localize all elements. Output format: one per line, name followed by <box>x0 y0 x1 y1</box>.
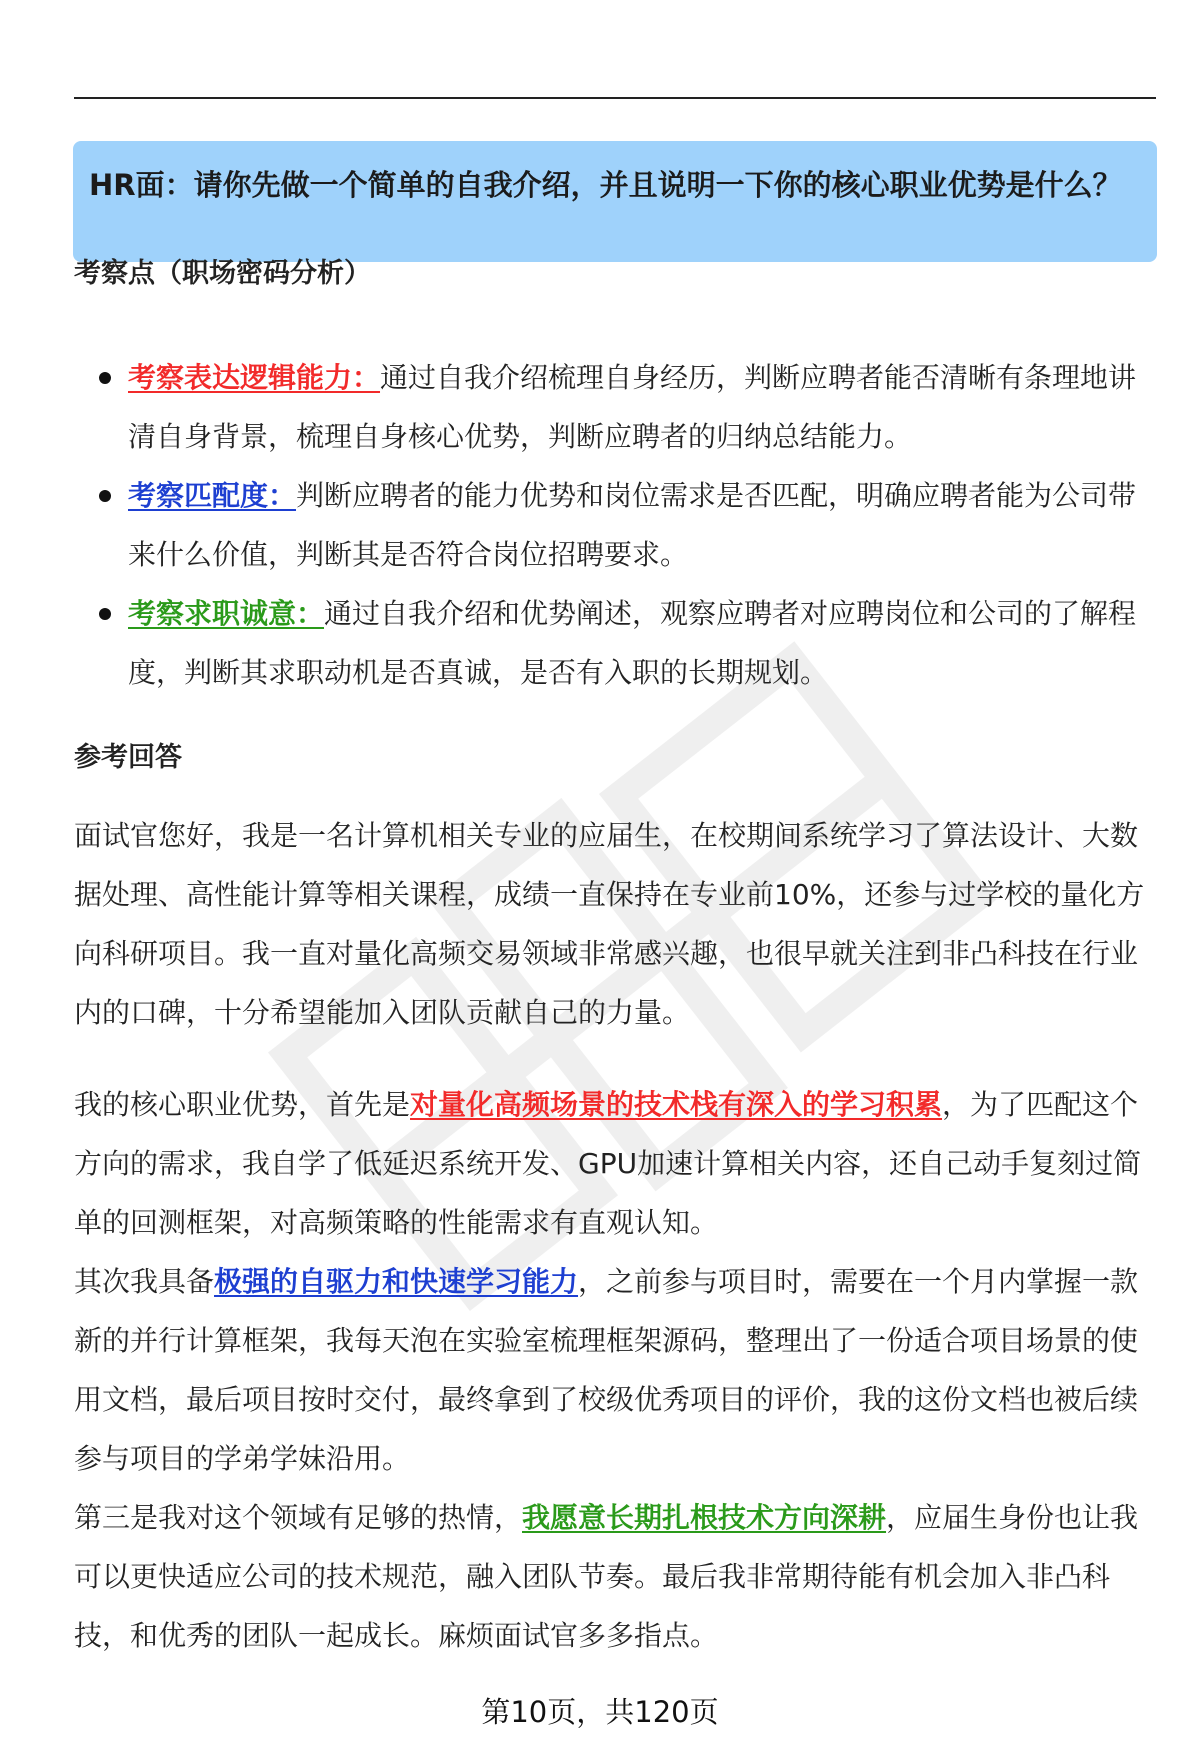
point-text: 通过自我介绍梳理自身经历，判断应聘者能否清晰有条理地讲清自身背景，梳理自身核心优势，判断应聘者的归纳总结能力。 <box>128 361 1137 453</box>
answer-text: 我的核心职业优势，首先是 <box>74 1088 411 1121</box>
bullet-dot <box>99 372 111 384</box>
answer-text: 第三是我对这个领域有足够的热情， <box>74 1501 523 1534</box>
point-label: 考察表达逻辑能力： <box>128 361 381 394</box>
answer-paragraph-advantage-3 <box>74 1488 1164 1665</box>
point-label: 考察求职诚意： <box>128 597 325 630</box>
assessment-point <box>74 348 1164 466</box>
answer-paragraph-intro: 面试官您好，我是一名计算机相关专业的应届生，在校期间系统学习了算法设计、大数据处理、高性能计算等相关课程，成绩一直保持在专业前10%，还参与过学校的量化方向科研项目。我一直对量化高频交易领域非常感兴趣，也很早就关注到非凸科技在行业内的口碑，十分希望能加入团队贡献自己的力量。 <box>74 819 1145 1029</box>
answer-paragraph-advantage-1 <box>74 1075 1164 1252</box>
point-text: 判断应聘者的能力优势和岗位需求是否匹配，明确应聘者能为公司带来什么价值，判断其是否符合岗位招聘要求。 <box>128 479 1137 571</box>
answer-highlight: 对量化高频场景的技术栈有深入的学习积累 <box>410 1088 943 1121</box>
top-rule <box>74 97 1156 99</box>
question-box <box>73 141 1157 262</box>
answer-text: ，应届生身份也让我可以更快适应公司的技术规范，融入团队节奏。最后我非常期待能有机会加入非凸科技，和优秀的团队一起成长。麻烦面试官多多指点。 <box>74 1501 1139 1652</box>
answer-paragraph-advantage-2 <box>74 1252 1164 1488</box>
assessment-points <box>74 348 1164 702</box>
answer-highlight: 极强的自驱力和快速学习能力 <box>214 1265 579 1298</box>
answer-text: ，为了匹配这个方向的需求，我自学了低延迟系统开发、GPU加速计算相关内容，还自己动手复刻过简单的回测框架，对高频策略的性能需求有直观认知。 <box>74 1088 1142 1239</box>
point-label: 考察匹配度： <box>128 479 297 512</box>
section-title-answer: 参考回答 <box>74 742 182 773</box>
point-text: 通过自我介绍和优势阐述，观察应聘者对应聘岗位和公司的了解程度，判断其求职动机是否真诚，是否有入职的长期规划。 <box>128 597 1137 689</box>
section-title-assessment: 考察点（职场密码分析） <box>74 258 371 289</box>
page-footer: 第10页，共120页 <box>481 1695 719 1729</box>
assessment-point <box>74 584 1164 702</box>
answer-text: 其次我具备 <box>74 1265 215 1298</box>
assessment-point <box>74 466 1164 584</box>
answer-text: ，之前参与项目时，需要在一个月内掌握一款新的并行计算框架，我每天泡在实验室梳理框架源码，整理出了一份适合项目场景的使用文档，最后项目按时交付，最终拿到了校级优秀项目的评价，我的这份文档也被后续参与项目的学弟学妹沿用。 <box>74 1265 1139 1475</box>
question-text: HR面：请你先做一个简单的自我介绍，并且说明一下你的核心职业优势是什么？ <box>89 168 1122 202</box>
answer-highlight: 我愿意长期扎根技术方向深耕 <box>522 1501 887 1534</box>
bullet-dot <box>99 490 111 502</box>
bullet-dot <box>99 608 111 620</box>
